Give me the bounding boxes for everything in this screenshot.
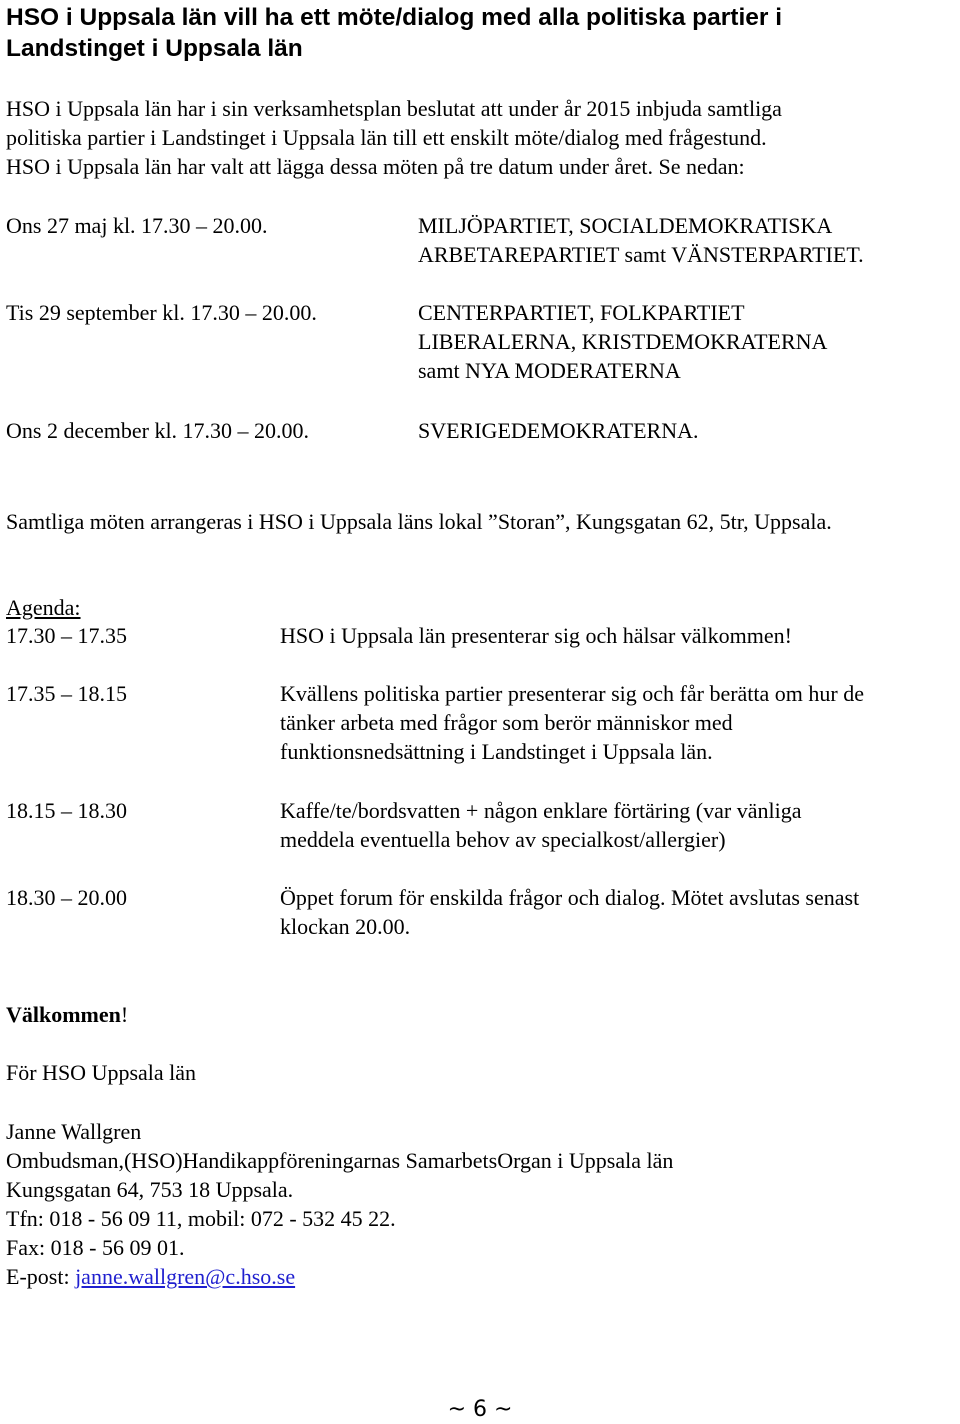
agenda-line: funktionsnedsättning i Landstinget i Uppsala län.	[280, 739, 713, 764]
agenda-time: 17.35 – 18.15	[6, 681, 127, 706]
signature-address: Kungsgatan 64, 753 18 Uppsala.	[6, 1177, 294, 1202]
intro-line: politiska partier i Landstinget i Uppsala län till ett enskilt möte/dialog med frågestund.	[6, 125, 767, 150]
meeting-parties	[418, 298, 958, 385]
meeting-date: Ons 27 maj kl. 17.30 – 20.00.	[6, 213, 268, 238]
agenda-time: 18.15 – 18.30	[6, 798, 127, 823]
welcome-text	[6, 1000, 128, 1029]
signoff: För HSO Uppsala län	[6, 1060, 197, 1085]
meeting-parties	[418, 211, 958, 269]
intro-paragraph	[6, 94, 916, 181]
agenda-time: 17.30 – 17.35	[6, 623, 127, 648]
party-line: MILJÖPARTIET, SOCIALDEMOKRATISKA	[418, 213, 833, 238]
agenda-line: Kvällens politiska partier presenterar sig och får berätta om hur de	[280, 681, 864, 706]
party-line: LIBERALERNA, KRISTDEMOKRATERNA	[418, 329, 828, 354]
intro-line: HSO i Uppsala län har i sin verksamhetsplan beslutat att under år 2015 inbjuda samtliga	[6, 96, 782, 121]
agenda-description	[280, 679, 960, 766]
signature-email-row	[6, 1262, 673, 1291]
meeting-parties	[418, 416, 958, 445]
party-line: samt NYA MODERATERNA	[418, 358, 681, 383]
agenda-description	[280, 621, 960, 650]
page-number: ~ 6 ~	[447, 1397, 513, 1422]
signature-fax: Fax: 018 - 56 09 01.	[6, 1235, 185, 1260]
welcome-word: Välkommen	[6, 1002, 121, 1027]
meeting-date: Ons 2 december kl. 17.30 – 20.00.	[6, 418, 310, 443]
agenda-description	[280, 883, 960, 941]
agenda-heading: Agenda:	[6, 595, 81, 620]
signature-block	[6, 1117, 673, 1291]
signature-role: Ombudsman,(HSO)Handikappföreningarnas SamarbetsOrgan i Uppsala län	[6, 1148, 674, 1173]
party-line: SVERIGEDEMOKRATERNA.	[418, 418, 699, 443]
agenda-line: HSO i Uppsala län presenterar sig och hälsar välkommen!	[280, 623, 792, 648]
email-link[interactable]: janne.wallgren@c.hso.se	[75, 1264, 296, 1289]
email-label: E-post:	[6, 1264, 76, 1289]
agenda-line: Kaffe/te/bordsvatten + någon enklare förtäring (var vänliga	[280, 798, 802, 823]
agenda-line: Öppet forum för enskilda frågor och dialog. Mötet avslutas senast	[280, 885, 860, 910]
agenda-line: klockan 20.00.	[280, 914, 411, 939]
location-paragraph: Samtliga möten arrangeras i HSO i Uppsala läns lokal ”Storan”, Kungsgatan 62, 5tr, Uppsala.	[6, 509, 832, 534]
meeting-date: Tis 29 september kl. 17.30 – 20.00.	[6, 300, 317, 325]
intro-line: HSO i Uppsala län har valt att lägga dessa möten på tre datum under året. Se nedan:	[6, 154, 745, 179]
agenda-line: meddela eventuella behov av specialkost/allergier)	[280, 827, 726, 852]
signature-name: Janne Wallgren	[6, 1119, 142, 1144]
signature-phone: Tfn: 018 - 56 09 11, mobil: 072 - 532 45 22.	[6, 1206, 396, 1231]
agenda-description	[280, 796, 960, 854]
welcome-exclamation: !	[120, 1002, 129, 1027]
document-title: HSO i Uppsala län vill ha ett möte/dialog med alla politiska partier i Landstinget i Uppsala län	[6, 4, 783, 62]
agenda-time: 18.30 – 20.00	[6, 885, 127, 910]
party-line: CENTERPARTIET, FOLKPARTIET	[418, 300, 745, 325]
agenda-line: tänker arbeta med frågor som berör människor med	[280, 710, 733, 735]
party-line: ARBETAREPARTIET samt VÄNSTERPARTIET.	[418, 242, 864, 267]
